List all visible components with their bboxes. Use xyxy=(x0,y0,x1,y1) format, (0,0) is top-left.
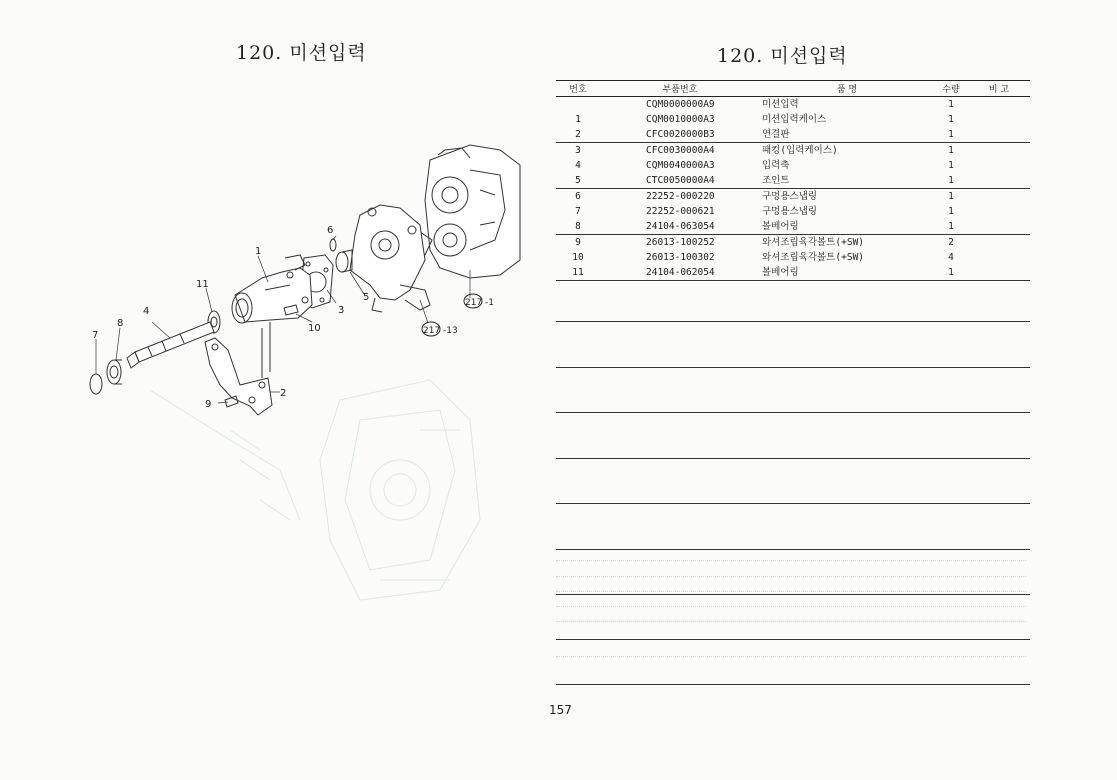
table-row xyxy=(556,265,1030,281)
row-name: 볼베어링 xyxy=(762,221,799,232)
row-no: 3 xyxy=(556,143,600,159)
callout-1: 1 xyxy=(255,246,262,257)
row-name: 와셔조립육각볼트(+SW) xyxy=(760,235,934,251)
row-note xyxy=(968,189,1030,205)
callout-7: 7 xyxy=(92,330,99,341)
blank-rule xyxy=(556,549,1030,550)
table-row xyxy=(556,189,1030,205)
row-no: 8 xyxy=(575,221,581,232)
row-name: 패킹(입력케이스) xyxy=(760,143,934,159)
row-qty: 2 xyxy=(934,235,968,251)
row-no: 11 xyxy=(556,265,600,281)
row-qty: 4 xyxy=(948,252,954,263)
row-note xyxy=(968,97,1030,113)
table-row xyxy=(556,97,1030,113)
row-note xyxy=(968,219,1030,235)
blank-rule xyxy=(556,321,1030,322)
row-note xyxy=(968,158,1030,173)
blank-rule xyxy=(556,458,1030,459)
header-no: 번호 xyxy=(556,81,600,97)
transmission-housing xyxy=(412,145,520,278)
row-qty: 1 xyxy=(948,221,954,232)
table-row xyxy=(556,235,1030,251)
blank-rule xyxy=(556,367,1030,368)
row-qty: 1 xyxy=(948,160,954,171)
callout-4: 4 xyxy=(143,306,150,317)
row-part-number: CQM0040000A3 xyxy=(646,160,715,171)
row-part-number: CTC0050000A4 xyxy=(646,175,715,186)
parts-list-title: 120. 미션입력 xyxy=(717,45,848,67)
exploded-parts-diagram xyxy=(0,0,540,780)
callout-8: 8 xyxy=(117,318,124,329)
row-note xyxy=(968,143,1030,159)
table-row xyxy=(556,112,1030,127)
callout-11: 11 xyxy=(196,279,209,290)
row-no: 4 xyxy=(575,160,581,171)
row-qty: 1 xyxy=(948,175,954,186)
table-row xyxy=(556,143,1030,159)
row-qty: 1 xyxy=(934,265,968,281)
blank-rule xyxy=(556,503,1030,504)
show-through-ghost xyxy=(150,380,480,600)
row-qty: 1 xyxy=(948,114,954,125)
callout-3: 3 xyxy=(338,305,345,316)
blank-rule xyxy=(556,684,1030,685)
row-part-number: CQM0000000A9 xyxy=(646,99,715,110)
table-row xyxy=(556,204,1030,219)
table-row xyxy=(556,250,1030,265)
part-1-input-case xyxy=(232,255,312,323)
row-no: 9 xyxy=(556,235,600,251)
row-note xyxy=(968,265,1030,281)
row-note xyxy=(968,127,1030,143)
part-2-connecting-plate xyxy=(205,322,272,415)
table-row xyxy=(556,158,1030,173)
reference-217-13 xyxy=(422,322,458,336)
row-part-number: 22252-000220 xyxy=(600,189,760,205)
row-name: 입력축 xyxy=(762,160,790,171)
row-no xyxy=(556,97,600,113)
callout-5: 5 xyxy=(363,292,370,303)
row-name: 미션입력케이스 xyxy=(762,114,827,125)
part-8-bearing xyxy=(107,360,122,384)
row-no: 1 xyxy=(575,114,581,125)
reference-217-1 xyxy=(464,294,494,308)
row-part-number: CFC0020000B3 xyxy=(646,129,715,140)
row-qty: 1 xyxy=(948,129,954,140)
row-part-number: 26013-100252 xyxy=(600,235,760,251)
row-qty: 1 xyxy=(934,189,968,205)
left-page xyxy=(0,0,540,780)
svg-text:217: 217 xyxy=(423,326,441,336)
row-no: 5 xyxy=(575,175,581,186)
row-name: 와셔조립육각볼트(+SW) xyxy=(762,252,865,263)
row-qty: 1 xyxy=(948,206,954,217)
row-part-number: CFC0030000A4 xyxy=(600,143,760,159)
row-no: 6 xyxy=(556,189,600,205)
part-6-snap-ring xyxy=(330,239,336,251)
row-part-number: 22252-000621 xyxy=(646,206,715,217)
right-page xyxy=(540,0,1117,780)
row-part-number: 24104-062054 xyxy=(600,265,760,281)
parts-table-body xyxy=(556,97,1030,281)
header-name: 품 명 xyxy=(760,81,934,97)
row-name: 조인트 xyxy=(762,175,790,186)
header-part-number: 부품번호 xyxy=(600,81,760,97)
row-note xyxy=(968,235,1030,251)
row-name: 구멍용스냅링 xyxy=(760,189,934,205)
header-note: 비 고 xyxy=(968,81,1030,97)
row-no: 2 xyxy=(575,129,581,140)
table-row xyxy=(556,219,1030,235)
svg-text:-1: -1 xyxy=(485,298,494,308)
row-name: 볼베어링 xyxy=(760,265,934,281)
row-name: 연결판 xyxy=(762,129,790,140)
row-no: 10 xyxy=(572,252,584,263)
callout-6: 6 xyxy=(327,225,334,236)
part-9-bolts xyxy=(225,396,238,407)
page-number: 157 xyxy=(549,703,572,717)
row-note xyxy=(968,204,1030,219)
parts-table xyxy=(556,80,1030,281)
blank-rule xyxy=(556,639,1030,640)
table-header-row xyxy=(556,81,1030,97)
callout-10: 10 xyxy=(308,323,321,334)
row-part-number: 26013-100302 xyxy=(646,252,715,263)
header-qty: 수량 xyxy=(934,81,968,97)
table-row xyxy=(556,127,1030,143)
svg-text:-13: -13 xyxy=(443,326,458,336)
row-no: 7 xyxy=(575,206,581,217)
part-5-joint xyxy=(336,250,352,272)
row-note xyxy=(968,112,1030,127)
blank-rule xyxy=(556,594,1030,595)
part-4-input-shaft xyxy=(127,322,214,368)
callout-2: 2 xyxy=(280,388,287,399)
joint-housing xyxy=(350,205,430,312)
blank-rule xyxy=(556,412,1030,413)
row-part-number: 24104-063054 xyxy=(646,221,715,232)
part-7-snap-ring xyxy=(90,374,102,394)
diagram-title: 120. 미션입력 xyxy=(236,42,367,64)
row-note xyxy=(968,173,1030,189)
table-row xyxy=(556,173,1030,189)
row-name: 구멍용스냅링 xyxy=(762,206,818,217)
callout-9: 9 xyxy=(205,399,212,410)
row-part-number: CQM0010000A3 xyxy=(646,114,715,125)
row-name: 미션입력 xyxy=(762,99,799,110)
row-note xyxy=(968,250,1030,265)
row-qty: 1 xyxy=(948,99,954,110)
row-qty: 1 xyxy=(934,143,968,159)
svg-text:217: 217 xyxy=(465,298,483,308)
